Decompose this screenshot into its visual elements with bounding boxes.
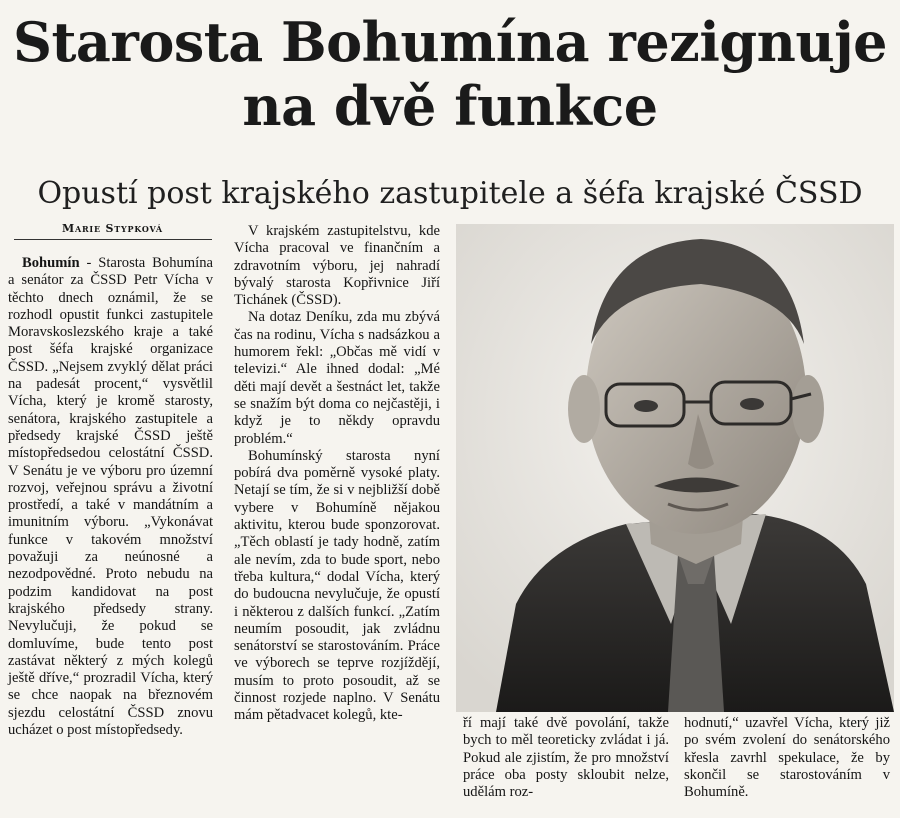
article-subheadline: Opustí post krajského zastupitele a šéfa krajské ČSSD	[37, 176, 863, 211]
paragraph: V krajském zastupitelstvu, kde Vícha pracoval ve finančním a zdravotním výboru, jej nahradí bývalý starosta Kopřivnice Jiří Tichánek (ČSSD).	[234, 223, 440, 309]
article-headline: Starosta Bohumína rezignuje na dvě funkce	[12, 10, 888, 138]
paragraph	[8, 255, 213, 739]
paragraph: Bohumínský starosta nyní pobírá dva poměrně vysoké platy. Netají se tím, že si v nejbližší době vybere v Bohumíně nějakou aktivitu, kterou bude sponzorovat. „Těch oblastí je tady hodně, zatím ale nevím, zda to bude sport, nebo třeba kultura,“ dodal Vícha, který do budoucna nevylučuje, že opustí i některou z dalších funkcí. „Zatím neumím posoudit, jak zvládnu senátorství se starostováním. Práce ve výborech se teprve rozjíždějí, musím to proto posoudit, až se činnost rozjede naplno. V Senátu mám pětadvacet kolegů, kte-	[234, 447, 440, 724]
portrait-photo	[456, 224, 894, 712]
portrait-illustration	[456, 224, 894, 712]
dateline: Bohumín	[22, 255, 80, 271]
article-column-4	[684, 715, 890, 801]
article-column-2	[234, 223, 440, 725]
paragraph-text: - Starosta Bohumína a senátor za ČSSD Petr Vícha v těchto dnech oznámil, že se rozhodl opustit funkci zastupitele Moravskoslezského kraje a také post šéfa krajské organizace ČSSD. „Nejsem zvyklý dělat práci na padesát procent,“ vysvětlil Vícha, který je kromě starosty, senátora, krajského zastupitele a předsedy krajské ČSSD ještě místopředsedou celostátní ČSSD. V Senátu je ve výboru pro územní rozvoj, veřejnou správu a životní prostředí, a také v mandátním a imunitním výboru. „Vykonávat funkce v takovém množství považuji za neúnosné a nezodpovědné. Proto nebudu na podzim kandidovat na post krajského předsedy strany. Nevylučuji, že pokud se domluvíme, bude tento post zastávat některý z mých kolegů ještě dříve,“ prozradil Vícha, který se chce naopak na březnovém sjezdu celostátní ČSSD znovu ucházet o post místopředsedy.	[8, 255, 213, 739]
paragraph: ří mají také dvě povolání, takže bych to měl teoreticky zvládat i já. Pokud ale zjistím, že pro množství práce oba posty skloubit nelze, udělám roz-	[463, 715, 669, 801]
paragraph: Na dotaz Deníku, zda mu zbývá čas na rodinu, Vícha s nadsázkou a humorem řekl: „Občas mě vidí v televizi.“ Ale ihned dodal: „Mé děti mají devět a šestnáct let, takže se snažím být doma co nejčastěji, i když je to někdy opravdu problém.“	[234, 309, 440, 447]
article-column-3	[463, 715, 669, 801]
byline: Marie Stypková	[14, 222, 212, 240]
paragraph: hodnutí,“ uzavřel Vícha, který již po svém zvolení do senátorského křesla zavrhl spekulace, že by skončil se starostováním v Bohumíně.	[684, 715, 890, 801]
article-column-1	[8, 255, 213, 739]
